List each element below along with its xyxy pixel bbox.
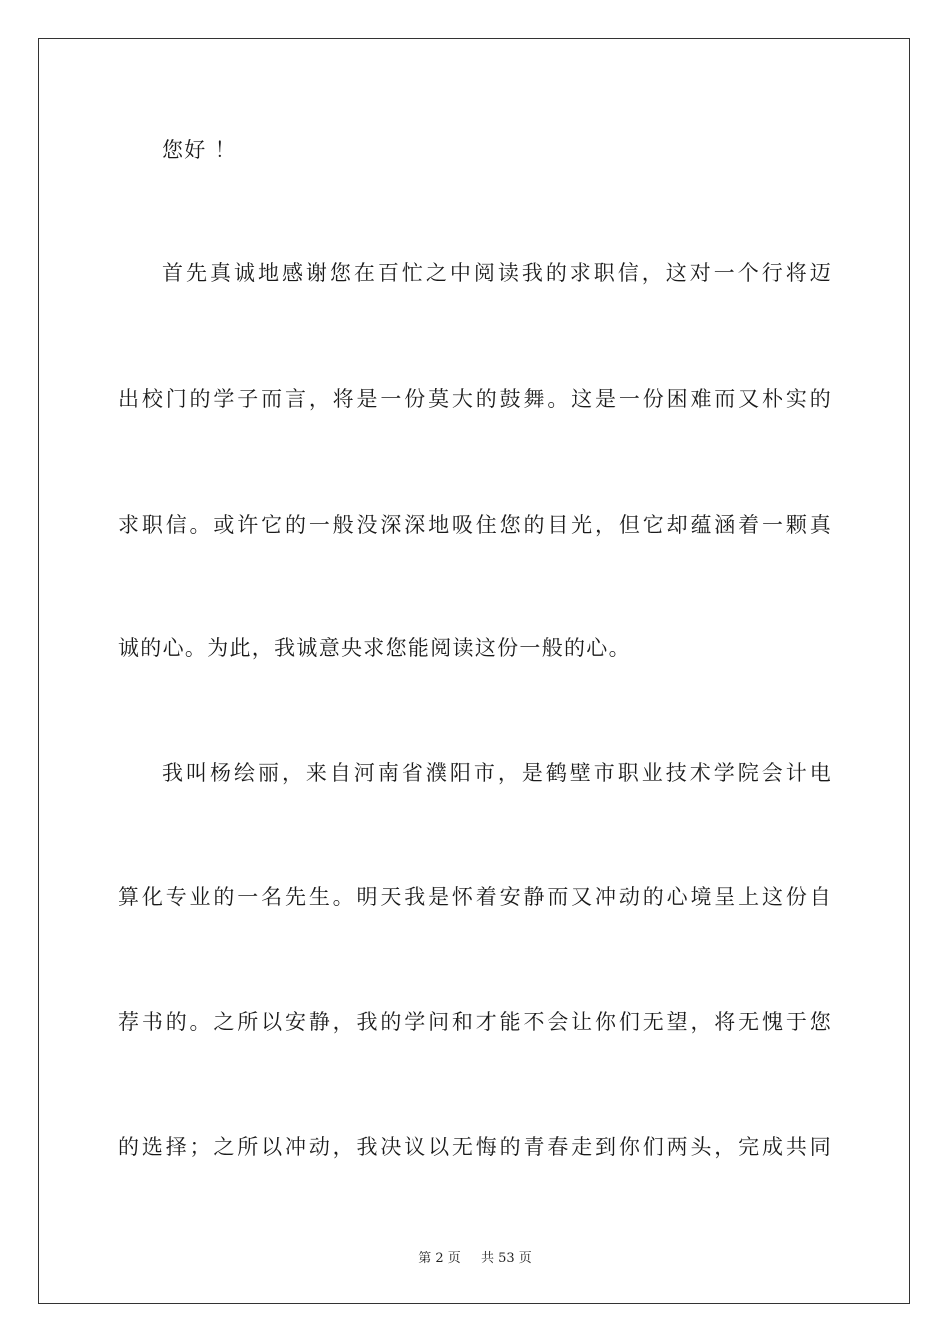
paragraph-line: 出校门的学子而言，将是一份莫大的鼓舞。这是一份困难而又朴实的 [118, 387, 832, 411]
greeting-line: 您好 ！ [162, 138, 237, 162]
paragraph-line: 诚的心。为此，我诚意央求您能阅读这份一般的心。 [118, 636, 631, 660]
page-footer [0, 1247, 950, 1266]
paragraph-line: 的选择；之所以冲动，我决议以无悔的青春走到你们两头，完成共同 [118, 1135, 832, 1159]
paragraph-line: 我叫杨绘丽，来自河南省濮阳市，是鹤壁市职业技术学院会计电 [162, 761, 832, 785]
page-total: 共 53 页 [480, 1251, 532, 1266]
paragraph-line: 首先真诚地感谢您在百忙之中阅读我的求职信，这对一个行将迈 [162, 261, 832, 285]
paragraph-line: 求职信。或许它的一般没深深地吸住您的目光，但它却蕴涵着一颗真 [118, 513, 832, 537]
paragraph-line: 荐书的。之所以安静，我的学问和才能不会让你们无望，将无愧于您 [118, 1010, 832, 1034]
paragraph-line: 算化专业的一名先生。明天我是怀着安静而又冲动的心境呈上这份自 [118, 885, 832, 909]
page-border [38, 38, 910, 1304]
page-number: 第 2 页 [418, 1251, 461, 1266]
